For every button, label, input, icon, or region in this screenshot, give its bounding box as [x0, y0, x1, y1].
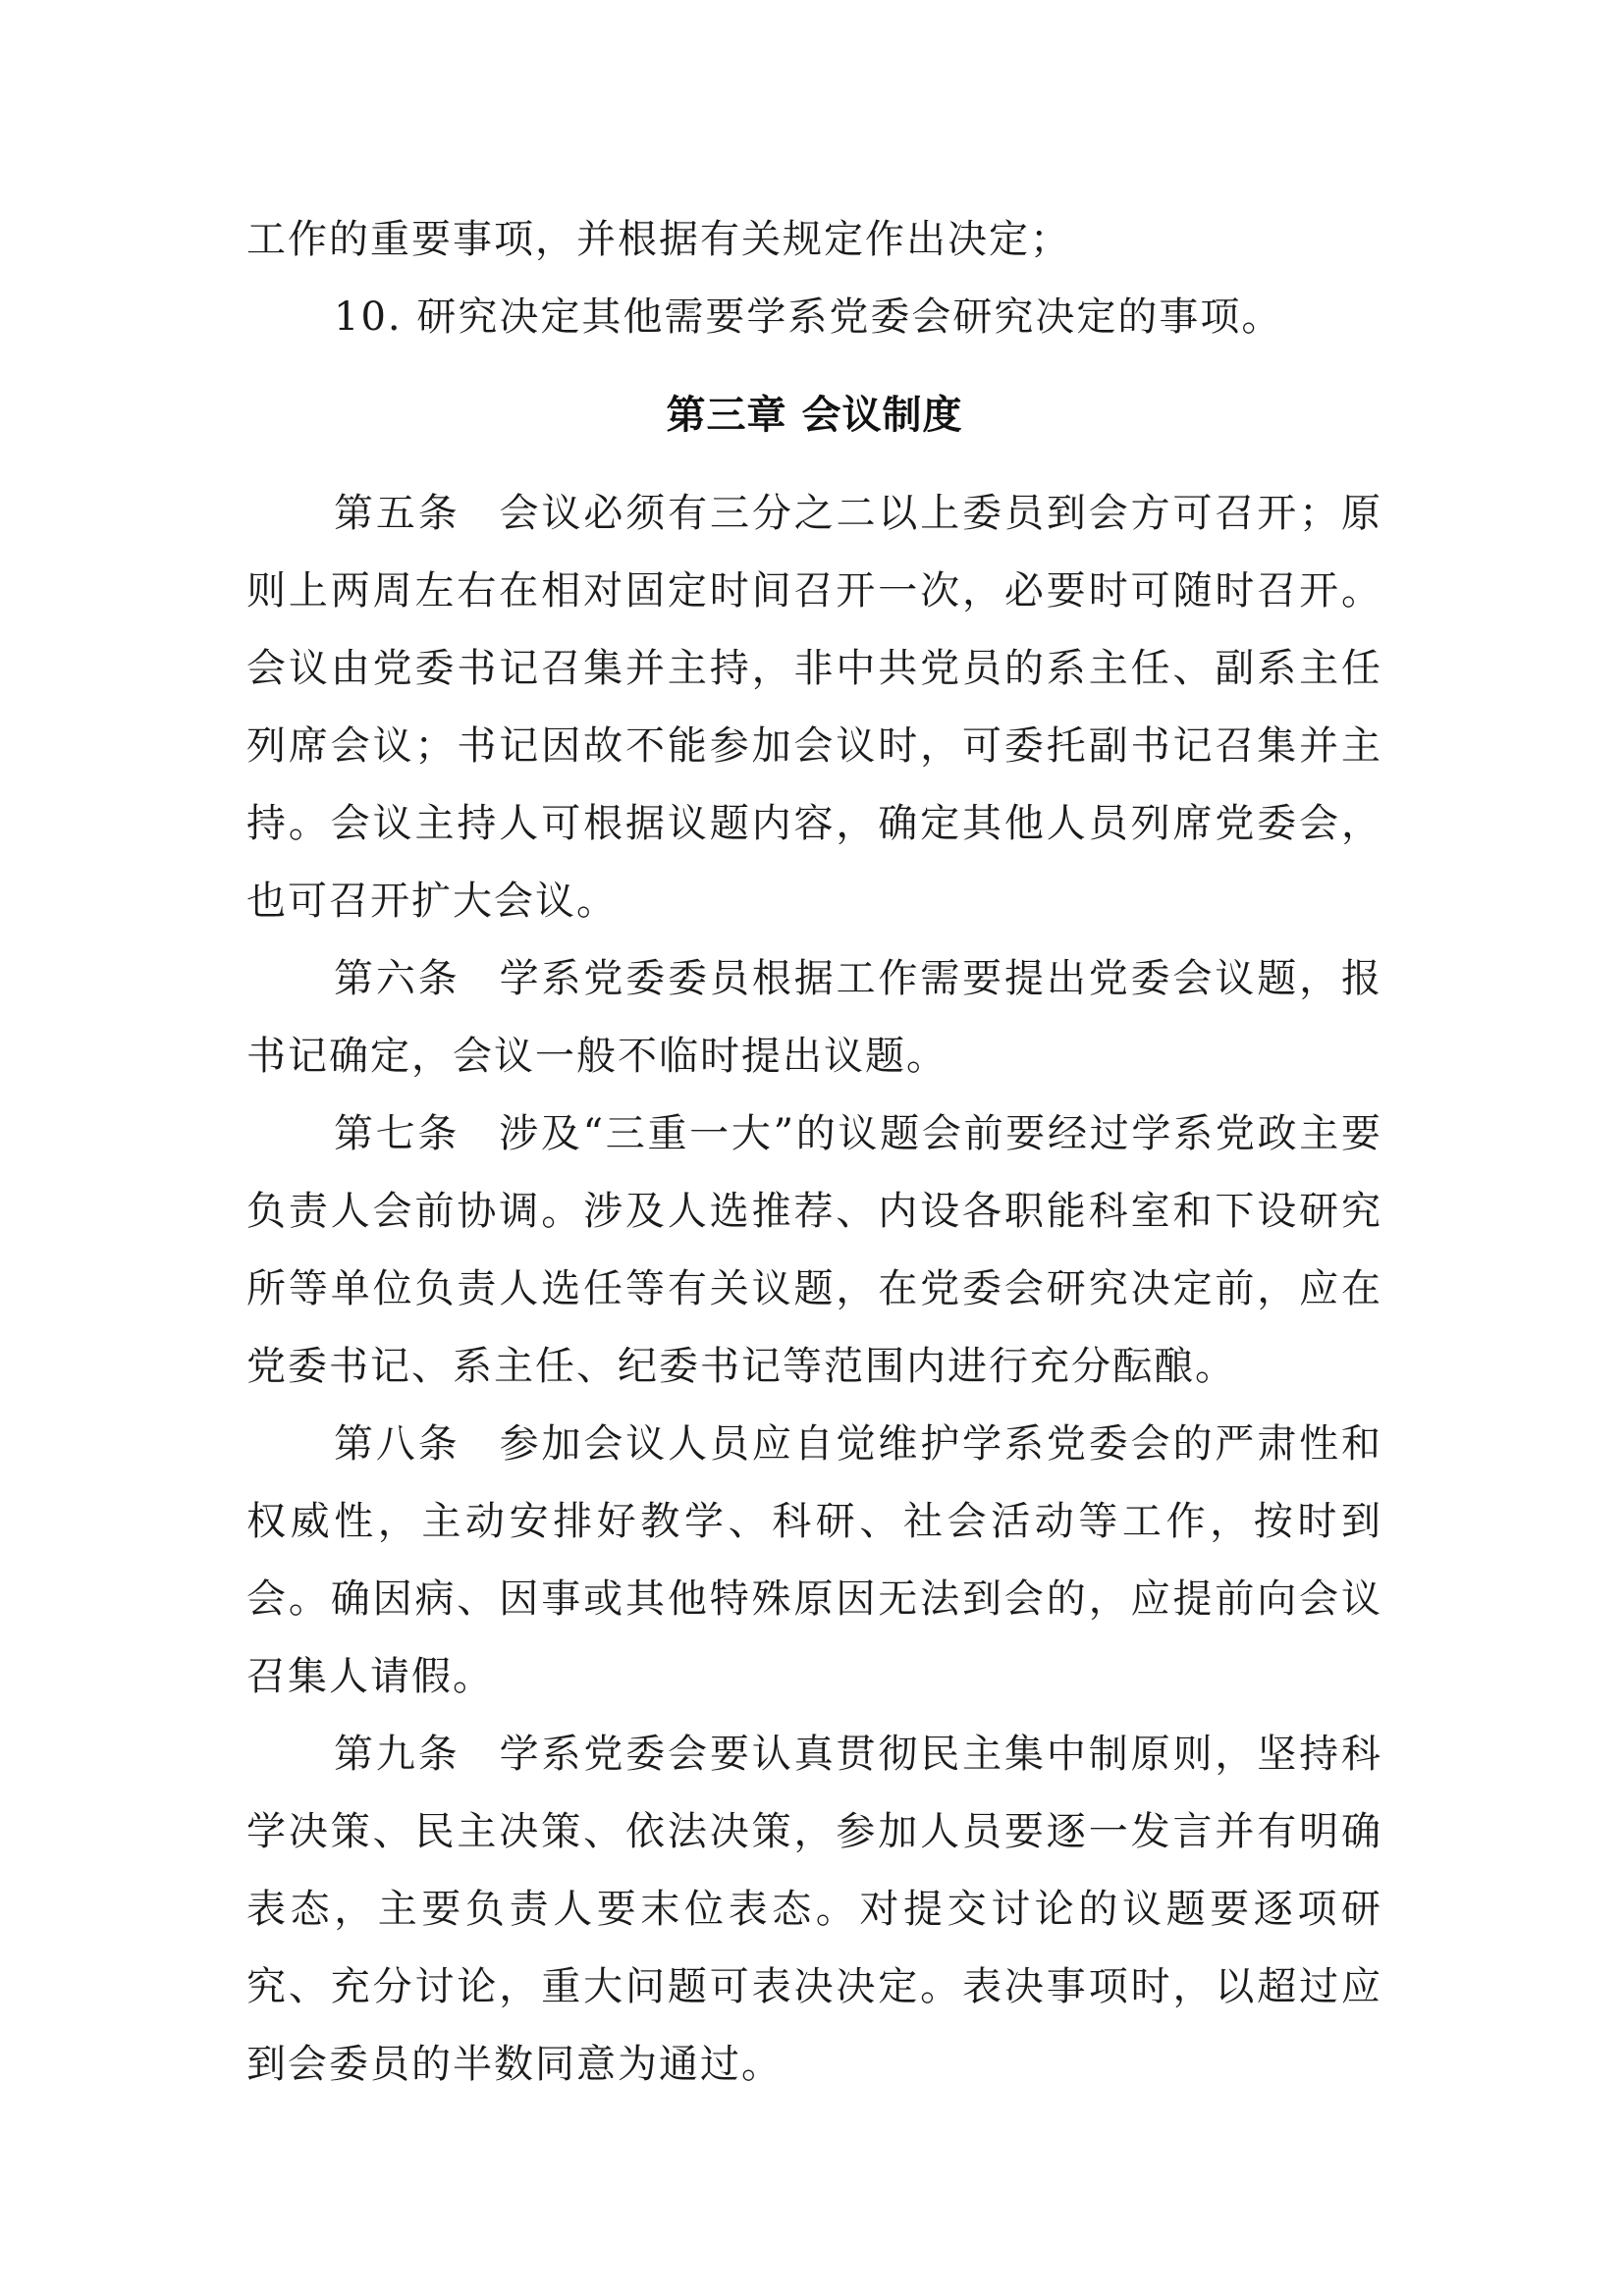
article-9 — [246, 1716, 1382, 2104]
article-5-text: 会议必须有三分之二以上委员到会方可召开；原则上两周左右在相对固定时间召开一次，必要时可随时召开。会议由党委书记召集并主持，非中共党员的系主任、副系主任列席会议；书记因故不能参加会议时，可委托副书记召集并主持。会议主持人可根据议题内容，确定其他人员列席党委会，也可召开扩大会议。 — [246, 491, 1383, 924]
article-8 — [246, 1406, 1382, 1716]
article-6-text: 学系党委委员根据工作需要提出党委会议题，报书记确定，会议一般不临时提出议题。 — [246, 956, 1383, 1079]
article-6-label: 第六条 — [334, 956, 460, 1001]
article-9-label: 第九条 — [334, 1732, 460, 1777]
article-5 — [246, 475, 1382, 940]
chapter-heading: 第三章 会议制度 — [666, 393, 963, 438]
document-body — [246, 201, 1382, 2104]
article-7 — [246, 1095, 1382, 1406]
article-5-label: 第五条 — [334, 491, 460, 536]
article-7-text: 涉及“三重一大”的议题会前要经过学系党政主要负责人会前协调。涉及人选推荐、内设各职能科室和下设研究所等单位负责人选任等有关议题，在党委会研究决定前，应在党委书记、系主任、纪委书记等范围内进行充分酝酿。 — [246, 1111, 1382, 1389]
item-10-paragraph: 10. 研究决定其他需要学系党委会研究决定的事项。 — [334, 294, 1283, 340]
article-8-label: 第八条 — [334, 1421, 460, 1467]
article-6 — [246, 940, 1382, 1095]
article-9-text: 学系党委会要认真贯彻民主集中制原则，坚持科学决策、民主决策、依法决策，参加人员要逐一发言并有明确表态，主要负责人要末位表态。对提交讨论的议题要逐项研究、充分讨论，重大问题可表决决定。表决事项时，以超过应到会委员的半数同意为通过。 — [246, 1732, 1383, 2087]
article-8-text: 参加会议人员应自觉维护学系党委会的严肃性和权威性，主动安排好教学、科研、社会活动等工作，按时到会。确因病、因事或其他特殊原因无法到会的，应提前向会议召集人请假。 — [246, 1421, 1383, 1699]
article-7-label: 第七条 — [334, 1111, 460, 1156]
continuation-paragraph: 工作的重要事项，并根据有关规定作出决定； — [246, 217, 1071, 262]
